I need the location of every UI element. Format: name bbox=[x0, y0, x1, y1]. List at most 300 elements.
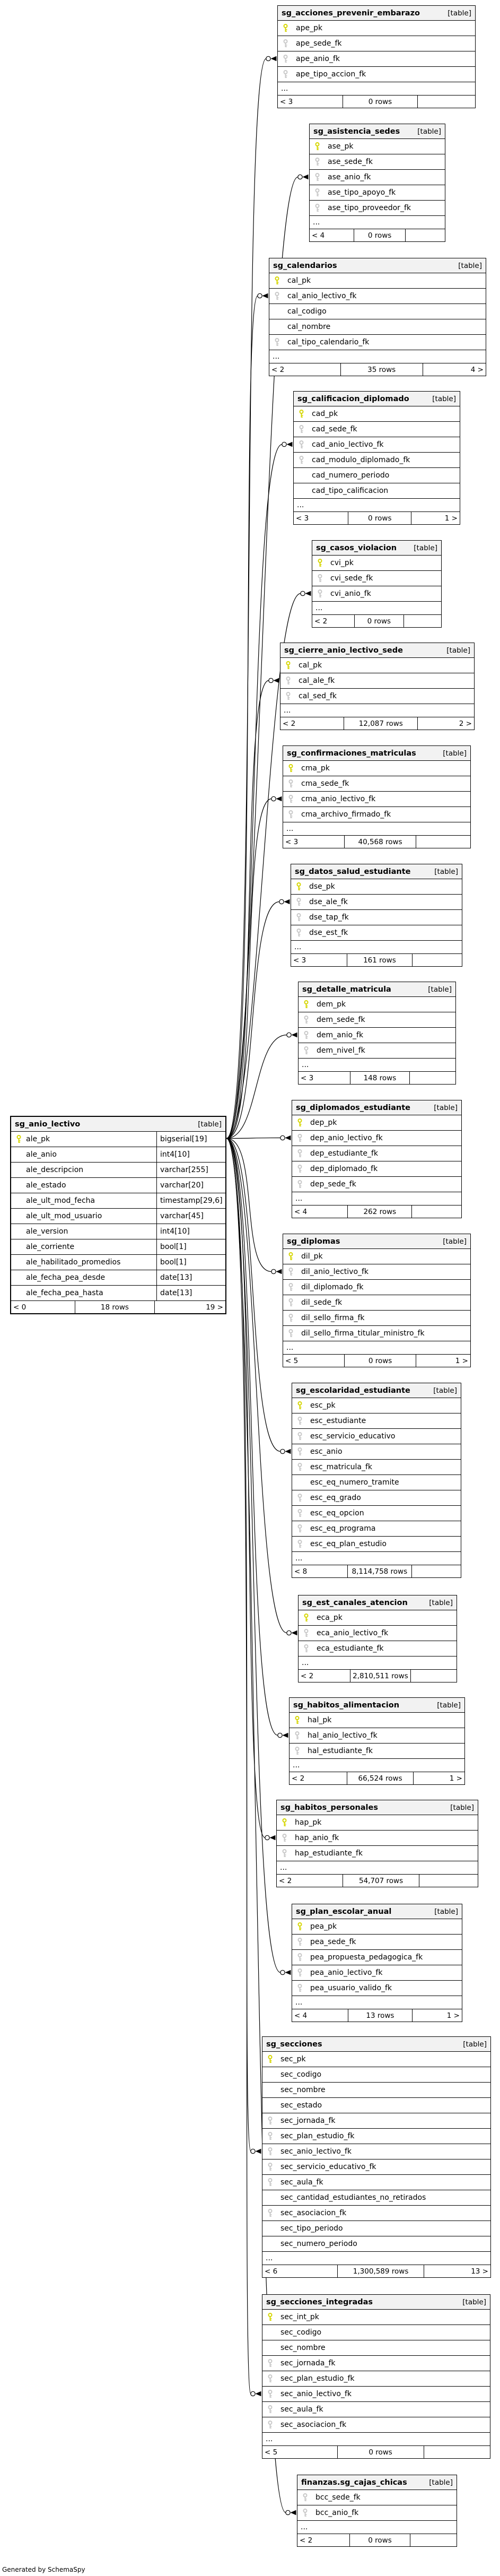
column-row bbox=[294, 437, 460, 453]
table-header bbox=[283, 746, 470, 761]
table-title[interactable]: sg_cierre_anio_lectivo_sede bbox=[284, 646, 403, 655]
table-title[interactable]: sg_plan_escolar_anual bbox=[296, 1907, 392, 1916]
table-type-tag: [table] bbox=[443, 1237, 467, 1246]
column-name: pea_pk bbox=[310, 1922, 337, 1931]
column-name: ale_pk bbox=[26, 1135, 50, 1143]
relationship-arrowhead bbox=[285, 1970, 291, 1975]
ellipsis-row: ... bbox=[262, 2252, 490, 2265]
table-footer bbox=[262, 2446, 490, 2458]
footer-row-count: 262 rows bbox=[348, 1205, 412, 1218]
column-name: bcc_sede_fk bbox=[315, 2493, 361, 2502]
fk-relationship-line bbox=[226, 1139, 280, 1452]
column-row bbox=[292, 1506, 461, 1521]
column-name: sec_anio_lectivo_fk bbox=[280, 2147, 352, 2156]
table-footer bbox=[299, 1670, 457, 1682]
column-row bbox=[292, 1490, 461, 1506]
foreign-key-icon bbox=[267, 2209, 273, 2217]
footer-parents-count bbox=[413, 954, 462, 966]
foreign-key-icon bbox=[285, 676, 291, 685]
column-type: int4[10] bbox=[156, 1147, 225, 1162]
table-title[interactable]: sg_acciones_prevenir_embarazo bbox=[282, 8, 420, 18]
footer-row-count: 40,568 rows bbox=[345, 836, 416, 848]
table-title[interactable]: sg_calificacion_diplomado bbox=[297, 394, 409, 403]
column-name: ase_tipo_apoyo_fk bbox=[328, 188, 396, 197]
relationship-arrowhead bbox=[276, 1269, 282, 1274]
fk-relationship-line bbox=[226, 1139, 280, 1973]
footer-row-count: 13 rows bbox=[348, 2009, 413, 2022]
column-name: dil_diplomado_fk bbox=[301, 1283, 364, 1291]
column-row bbox=[262, 2129, 490, 2144]
column-row bbox=[299, 1641, 457, 1656]
column-name: ale_anio bbox=[26, 1150, 57, 1159]
relationship-circle-marker bbox=[269, 678, 273, 682]
column-name: ase_tipo_proveedor_fk bbox=[328, 204, 411, 212]
column-name: pea_sede_fk bbox=[310, 1938, 356, 1946]
table-title[interactable]: sg_calendarios bbox=[273, 261, 337, 270]
column-name: cal_pk bbox=[287, 276, 311, 285]
relationship-circle-marker bbox=[279, 899, 284, 904]
footer-parents-count bbox=[418, 96, 475, 108]
column-name: cad_anio_lectivo_fk bbox=[312, 440, 384, 449]
column-name: cvi_sede_fk bbox=[330, 574, 373, 583]
foreign-key-icon bbox=[274, 338, 280, 346]
table-finanzas.sg_cajas_chicas bbox=[297, 2475, 457, 2547]
column-name: hal_anio_lectivo_fk bbox=[308, 1731, 378, 1740]
table-title[interactable]: sg_habitos_personales bbox=[280, 1803, 378, 1812]
column-name: dse_pk bbox=[309, 882, 335, 891]
column-name: cvi_pk bbox=[330, 559, 354, 567]
foreign-key-icon bbox=[285, 692, 291, 700]
primary-key-icon bbox=[288, 764, 294, 773]
table-sg_habitos_alimentacion bbox=[289, 1697, 465, 1785]
footer-row-count: 0 rows bbox=[355, 615, 403, 627]
column-name: cal_nombre bbox=[287, 323, 331, 331]
foreign-key-icon bbox=[296, 913, 302, 922]
column-name: esc_servicio_educativo bbox=[310, 1432, 396, 1441]
column-row bbox=[283, 792, 470, 807]
column-name: sec_estado bbox=[280, 2101, 322, 2110]
table-type-tag: [table] bbox=[450, 1803, 474, 1812]
table-header bbox=[277, 1800, 478, 1815]
fk-relationship-line bbox=[226, 59, 266, 1139]
foreign-key-icon bbox=[297, 1540, 303, 1548]
column-name: dem_sede_fk bbox=[317, 1016, 365, 1024]
footer-parents-count: 1 > bbox=[455, 1356, 468, 1365]
footer-children-count: < 3 bbox=[291, 954, 347, 966]
relationship-circle-marker bbox=[280, 1970, 285, 1974]
column-row bbox=[11, 1147, 225, 1163]
footer-parents-count bbox=[411, 1670, 457, 1682]
table-type-tag: [table] bbox=[434, 867, 458, 876]
column-row bbox=[262, 2417, 490, 2433]
primary-key-icon bbox=[299, 410, 304, 418]
table-header bbox=[278, 6, 475, 21]
column-name: cma_sede_fk bbox=[301, 779, 349, 788]
column-name: dep_estudiante_fk bbox=[310, 1149, 379, 1158]
footer-row-count: 1,300,589 rows bbox=[338, 2265, 424, 2277]
column-name: ape_sede_fk bbox=[296, 39, 342, 48]
table-type-tag: [table] bbox=[458, 261, 482, 270]
column-name: ale_habilitado_promedios bbox=[26, 1258, 121, 1267]
column-row bbox=[292, 1981, 462, 1996]
footer-parents-count bbox=[404, 615, 441, 627]
column-name: sec_codigo bbox=[280, 2328, 322, 2337]
footer-children-count: < 5 bbox=[262, 2446, 338, 2458]
column-name: ape_tipo_accion_fk bbox=[296, 70, 366, 79]
table-footer bbox=[292, 1565, 461, 1577]
table-footer bbox=[11, 1301, 225, 1313]
relationship-arrowhead bbox=[256, 2149, 261, 2154]
column-name: esc_anio bbox=[310, 1447, 343, 1456]
primary-key-icon bbox=[297, 1401, 303, 1410]
table-sg_calificacion_diplomado bbox=[293, 391, 460, 525]
footer-parents-count bbox=[419, 1875, 478, 1887]
column-row bbox=[262, 2113, 490, 2129]
column-row bbox=[11, 1163, 225, 1178]
foreign-key-icon bbox=[299, 440, 304, 449]
footer-children-count: < 3 bbox=[283, 836, 345, 848]
table-header bbox=[310, 124, 445, 139]
table-type-tag: [table] bbox=[434, 1103, 458, 1112]
footer-children-count: < 4 bbox=[292, 1205, 348, 1218]
table-title[interactable]: sg_diplomados_estudiante bbox=[296, 1103, 410, 1112]
table-footer bbox=[269, 363, 486, 376]
table-title[interactable]: sg_secciones_integradas bbox=[266, 2297, 373, 2306]
ellipsis-row: ... bbox=[294, 499, 460, 512]
foreign-key-icon bbox=[297, 1968, 303, 1977]
column-name: cal_pk bbox=[299, 661, 322, 670]
footer-children-count: < 8 bbox=[292, 1565, 348, 1577]
column-type: varchar[45] bbox=[156, 1209, 225, 1224]
column-name: dse_ale_fk bbox=[309, 898, 348, 906]
primary-key-icon bbox=[317, 559, 323, 567]
footer-children-count: < 5 bbox=[283, 1355, 345, 1367]
column-row bbox=[11, 1286, 225, 1301]
column-name: eca_anio_lectivo_fk bbox=[317, 1629, 389, 1637]
table-title[interactable]: sg_diplomas bbox=[287, 1237, 340, 1246]
column-row bbox=[291, 925, 462, 941]
foreign-key-icon bbox=[303, 1644, 309, 1653]
column-name: hal_estudiante_fk bbox=[308, 1747, 373, 1755]
relationship-circle-marker bbox=[271, 796, 276, 801]
column-row bbox=[299, 1626, 457, 1641]
column-name: ale_fecha_pea_hasta bbox=[26, 1289, 103, 1297]
foreign-key-icon bbox=[297, 1417, 303, 1425]
foreign-key-icon bbox=[302, 2493, 308, 2502]
column-row bbox=[277, 1831, 478, 1846]
table-type-tag: [table] bbox=[437, 1701, 461, 1710]
column-name: cvi_anio_fk bbox=[330, 589, 371, 598]
column-row bbox=[283, 1249, 470, 1264]
footer-parents-count: 13 > bbox=[471, 2267, 488, 2276]
column-row bbox=[292, 1429, 461, 1444]
column-row bbox=[277, 1846, 478, 1861]
primary-key-icon bbox=[283, 24, 288, 32]
primary-key-icon bbox=[267, 2313, 273, 2321]
relationship-circle-marker bbox=[266, 56, 270, 60]
footer-row-count: 148 rows bbox=[350, 1072, 410, 1084]
footer-row-count: 66,524 rows bbox=[347, 1772, 414, 1784]
relationship-circle-marker bbox=[280, 1449, 285, 1453]
column-name: dem_pk bbox=[317, 1000, 346, 1009]
column-row bbox=[283, 807, 470, 822]
foreign-key-icon bbox=[317, 574, 323, 583]
table-sg_escolaridad_estudiante bbox=[292, 1383, 461, 1578]
table-title[interactable]: sg_casos_violacion bbox=[316, 543, 397, 552]
relationship-circle-marker bbox=[265, 1835, 269, 1840]
table-footer bbox=[299, 1072, 455, 1084]
column-name: sec_anio_lectivo_fk bbox=[280, 2390, 352, 2398]
column-name: cal_sed_fk bbox=[299, 692, 337, 700]
relationship-circle-marker bbox=[280, 1135, 285, 1140]
column-row bbox=[299, 1012, 455, 1028]
relationship-arrowhead bbox=[287, 442, 293, 447]
column-row bbox=[262, 2083, 490, 2098]
column-name: dep_anio_lectivo_fk bbox=[310, 1134, 383, 1142]
table-type-tag: [table] bbox=[448, 8, 471, 18]
footer-parents-count bbox=[410, 1072, 455, 1084]
column-name: cad_modulo_diplomado_fk bbox=[312, 456, 410, 464]
table-header bbox=[299, 1595, 457, 1610]
column-row bbox=[297, 2505, 457, 2521]
column-name: ase_pk bbox=[328, 142, 354, 151]
table-footer bbox=[292, 2009, 462, 2022]
relationship-arrowhead bbox=[276, 796, 282, 802]
column-name: cma_archivo_firmado_fk bbox=[301, 810, 391, 819]
column-row bbox=[312, 586, 441, 602]
foreign-key-icon bbox=[267, 2163, 273, 2171]
column-type: date[13] bbox=[156, 1286, 225, 1300]
column-name: cal_tipo_calendario_fk bbox=[287, 338, 370, 346]
column-row bbox=[262, 2067, 490, 2083]
table-title[interactable]: sg_habitos_alimentacion bbox=[293, 1701, 400, 1710]
relationship-arrowhead bbox=[305, 591, 311, 596]
table-title[interactable]: sg_secciones bbox=[266, 2040, 322, 2049]
foreign-key-icon bbox=[297, 1447, 303, 1456]
column-name: esc_eq_numero_tramite bbox=[310, 1478, 399, 1487]
column-name: dil_sede_fk bbox=[301, 1298, 343, 1307]
relationship-arrowhead bbox=[283, 1733, 288, 1738]
column-name: sec_codigo bbox=[280, 2070, 322, 2079]
column-type: bool[1] bbox=[156, 1239, 225, 1254]
column-name: sec_nombre bbox=[280, 2344, 326, 2352]
column-row bbox=[292, 1444, 461, 1460]
table-type-tag: [table] bbox=[462, 2297, 486, 2306]
ellipsis-row: ... bbox=[278, 82, 475, 96]
column-name: sec_aula_fk bbox=[280, 2405, 323, 2414]
column-name: cad_numero_periodo bbox=[312, 471, 390, 480]
column-row bbox=[262, 2052, 490, 2067]
column-row bbox=[11, 1239, 225, 1255]
relationship-circle-marker bbox=[251, 2391, 255, 2396]
foreign-key-icon bbox=[303, 1046, 309, 1055]
table-title[interactable]: finanzas.sg_cajas_chicas bbox=[301, 2478, 407, 2487]
table-footer bbox=[280, 717, 474, 730]
foreign-key-icon bbox=[267, 2359, 273, 2367]
column-row bbox=[283, 1295, 470, 1311]
column-row bbox=[262, 2236, 490, 2252]
column-row bbox=[294, 468, 460, 483]
column-name: cad_tipo_calificacion bbox=[312, 487, 389, 495]
foreign-key-icon bbox=[267, 2147, 273, 2156]
table-type-tag: [table] bbox=[433, 1386, 457, 1395]
column-name: hap_estudiante_fk bbox=[295, 1849, 363, 1858]
table-header bbox=[262, 2037, 490, 2052]
column-name: ale_estado bbox=[26, 1181, 66, 1190]
column-name: cal_codigo bbox=[287, 307, 327, 316]
relationship-circle-marker bbox=[271, 1269, 276, 1273]
column-row bbox=[283, 761, 470, 776]
table-header bbox=[299, 982, 455, 997]
column-row bbox=[292, 1161, 461, 1177]
footer-children-count: < 3 bbox=[278, 96, 343, 108]
column-type: int4[10] bbox=[156, 1224, 225, 1239]
ellipsis-row: ... bbox=[280, 704, 474, 717]
relationship-arrowhead bbox=[291, 2510, 296, 2516]
column-type: bigserial[19] bbox=[156, 1132, 225, 1147]
table-footer bbox=[291, 954, 462, 966]
column-name: sec_jornada_fk bbox=[280, 2117, 336, 2125]
table-title[interactable]: sg_escolaridad_estudiante bbox=[296, 1386, 410, 1395]
table-title[interactable]: sg_datos_salud_estudiante bbox=[295, 867, 411, 876]
column-row bbox=[292, 1950, 462, 1965]
table-sg_plan_escolar_anual bbox=[292, 1904, 462, 2022]
column-row bbox=[299, 997, 455, 1012]
column-name: cma_anio_lectivo_fk bbox=[301, 795, 376, 803]
column-row bbox=[297, 2490, 457, 2505]
column-name: pea_anio_lectivo_fk bbox=[310, 1968, 383, 1977]
column-row bbox=[11, 1209, 225, 1224]
foreign-key-icon bbox=[303, 1629, 309, 1637]
column-row bbox=[312, 556, 441, 571]
column-row bbox=[280, 689, 474, 704]
column-row bbox=[299, 1028, 455, 1043]
primary-key-icon bbox=[296, 882, 302, 891]
foreign-key-icon bbox=[294, 1747, 300, 1755]
foreign-key-icon bbox=[283, 55, 288, 63]
foreign-key-icon bbox=[297, 1165, 303, 1173]
footer-row-count: 0 rows bbox=[343, 96, 418, 108]
column-type: bool[1] bbox=[156, 1255, 225, 1270]
relationship-arrowhead bbox=[270, 1835, 276, 1841]
column-row bbox=[277, 1815, 478, 1831]
column-name: esc_matricula_fk bbox=[310, 1463, 373, 1471]
column-row bbox=[11, 1255, 225, 1270]
ellipsis-row: ... bbox=[292, 1996, 462, 2009]
column-row bbox=[290, 1713, 464, 1728]
column-name: dse_est_fk bbox=[309, 929, 348, 937]
foreign-key-icon bbox=[267, 2405, 273, 2414]
table-title[interactable]: sg_est_canales_atencion bbox=[302, 1598, 408, 1607]
column-row bbox=[291, 879, 462, 895]
column-name: ale_version bbox=[26, 1227, 68, 1236]
column-name: dse_tap_fk bbox=[309, 913, 349, 922]
footer-parents-count bbox=[410, 2534, 457, 2546]
table-type-tag: [table] bbox=[417, 127, 441, 136]
table-sg_habitos_personales bbox=[276, 1800, 478, 1887]
foreign-key-icon bbox=[282, 1849, 287, 1858]
table-header bbox=[312, 541, 441, 556]
table-header bbox=[292, 1383, 461, 1398]
footer-row-count: 54,707 rows bbox=[343, 1875, 419, 1887]
foreign-key-icon bbox=[297, 1524, 303, 1533]
foreign-key-icon bbox=[314, 158, 320, 166]
primary-key-icon bbox=[314, 142, 320, 151]
foreign-key-icon bbox=[267, 2132, 273, 2140]
footer-children-count: < 4 bbox=[292, 2009, 348, 2022]
column-name: sec_tipo_periodo bbox=[280, 2224, 343, 2233]
column-name: cal_ale_fk bbox=[299, 676, 335, 685]
table-sg_calendarios bbox=[269, 258, 486, 376]
column-name: dil_sello_firma_titular_ministro_fk bbox=[301, 1329, 425, 1338]
table-sg_detalle_matricula bbox=[298, 982, 456, 1085]
foreign-key-icon bbox=[267, 2117, 273, 2125]
table-footer bbox=[283, 1355, 470, 1367]
table-type-tag: [table] bbox=[414, 543, 437, 552]
column-name: sec_plan_estudio_fk bbox=[280, 2132, 355, 2140]
table-sg_secciones_integradas bbox=[262, 2294, 490, 2459]
column-type: varchar[20] bbox=[156, 1178, 225, 1193]
table-header bbox=[297, 2475, 457, 2490]
table-footer bbox=[312, 615, 441, 627]
table-sg_asistencia_sedes bbox=[309, 124, 445, 242]
foreign-key-icon bbox=[297, 1432, 303, 1441]
table-header bbox=[280, 643, 474, 658]
column-name: hap_anio_fk bbox=[295, 1834, 339, 1842]
relationship-circle-marker bbox=[287, 1033, 291, 1037]
table-type-tag: [table] bbox=[446, 646, 470, 655]
column-row bbox=[11, 1270, 225, 1286]
column-row bbox=[262, 2310, 490, 2325]
table-footer bbox=[297, 2534, 457, 2546]
column-row bbox=[294, 453, 460, 468]
column-row bbox=[294, 422, 460, 437]
column-name: eca_pk bbox=[317, 1614, 343, 1622]
footer-row-count: 18 rows bbox=[75, 1301, 154, 1313]
foreign-key-icon bbox=[296, 898, 302, 906]
column-name: ale_descripcion bbox=[26, 1166, 84, 1174]
column-row bbox=[269, 273, 486, 289]
table-title[interactable]: sg_asistencia_sedes bbox=[313, 127, 400, 136]
column-name: sec_plan_estudio_fk bbox=[280, 2374, 355, 2383]
footer-parents-count bbox=[412, 1205, 461, 1218]
ellipsis-row: ... bbox=[299, 1656, 457, 1670]
table-title[interactable]: sg_confirmaciones_matriculas bbox=[287, 749, 416, 758]
column-row bbox=[262, 2206, 490, 2221]
primary-key-icon bbox=[288, 1252, 294, 1261]
footer-children-count: < 2 bbox=[297, 2534, 350, 2546]
column-row bbox=[278, 67, 475, 82]
relationship-circle-marker bbox=[278, 1733, 282, 1737]
foreign-key-icon bbox=[283, 39, 288, 48]
table-title[interactable]: sg_detalle_matricula bbox=[302, 985, 391, 994]
column-row bbox=[292, 1146, 461, 1161]
footer-children-count: < 2 bbox=[299, 1670, 350, 1682]
fk-relationship-line bbox=[226, 445, 282, 1139]
column-row bbox=[11, 1193, 225, 1209]
table-title[interactable]: sg_anio_lectivo bbox=[15, 1120, 81, 1129]
footer-row-count: 161 rows bbox=[347, 954, 412, 966]
footer-row-count: 0 rows bbox=[350, 2534, 410, 2546]
foreign-key-icon bbox=[299, 456, 304, 464]
table-footer bbox=[278, 96, 475, 108]
foreign-key-icon bbox=[297, 1938, 303, 1946]
relationship-arrowhead bbox=[271, 56, 277, 62]
column-row bbox=[11, 1224, 225, 1239]
ellipsis-row: ... bbox=[299, 1059, 455, 1072]
column-row bbox=[269, 289, 486, 304]
column-row bbox=[262, 2159, 490, 2175]
